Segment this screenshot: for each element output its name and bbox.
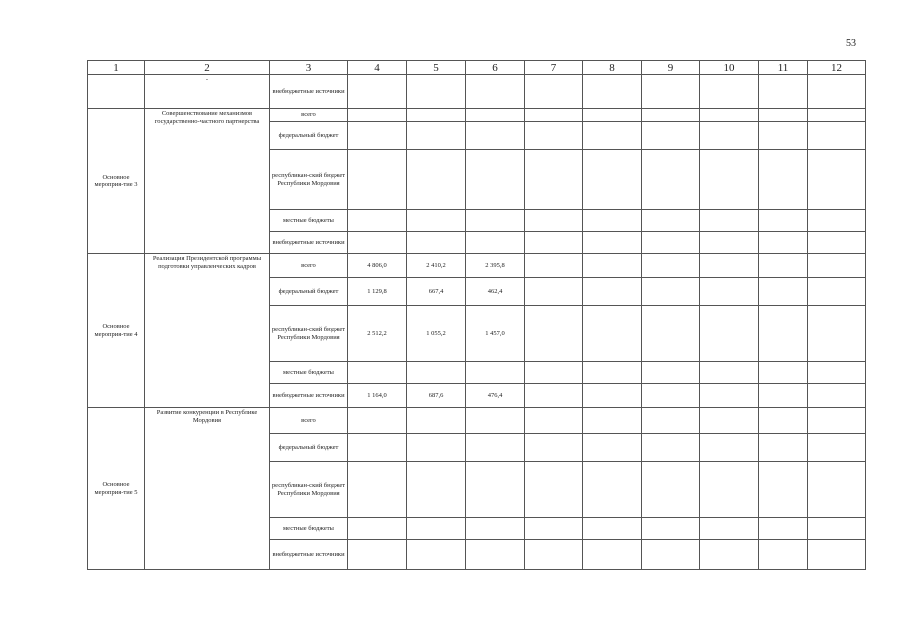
source-cell: федеральный бюджет [270, 122, 348, 150]
cell [583, 278, 642, 306]
cell [808, 462, 866, 518]
table-row [88, 109, 866, 122]
value-cell: 1 164,0 [348, 384, 407, 408]
col-header: 11 [759, 61, 808, 75]
cell [700, 232, 759, 254]
value-cell [466, 540, 525, 570]
value-cell [348, 434, 407, 462]
cell [583, 408, 642, 434]
cell [642, 232, 700, 254]
value-cell [466, 462, 525, 518]
cell [808, 434, 866, 462]
cell [700, 540, 759, 570]
source-cell: местные бюджеты [270, 362, 348, 384]
cell [759, 75, 808, 109]
cell [808, 210, 866, 232]
cell [808, 518, 866, 540]
cell [808, 232, 866, 254]
event-name-cell: Совершенствование механизмов государственно-частного партнерства [145, 109, 270, 254]
cell [525, 306, 583, 362]
value-cell [348, 150, 407, 210]
cell [583, 75, 642, 109]
value-cell [407, 518, 466, 540]
source-cell: всего [270, 408, 348, 434]
value-cell [407, 540, 466, 570]
value-cell [348, 362, 407, 384]
value-cell: 1 457,0 [466, 306, 525, 362]
value-cell: 687,6 [407, 384, 466, 408]
source-cell: федеральный бюджет [270, 434, 348, 462]
cell [525, 540, 583, 570]
cell [642, 109, 700, 122]
cell [700, 384, 759, 408]
value-cell [466, 232, 525, 254]
value-cell [466, 109, 525, 122]
value-cell [407, 210, 466, 232]
cell [759, 122, 808, 150]
cell [759, 462, 808, 518]
cell [525, 408, 583, 434]
source-cell: республикан-ский бюджет Республики Мордовия [270, 306, 348, 362]
cell [642, 384, 700, 408]
cell [466, 75, 525, 109]
value-cell [407, 109, 466, 122]
event-cell: Основное мероприя-тие 3 [88, 109, 145, 254]
cell [808, 408, 866, 434]
cell [700, 462, 759, 518]
col-header: 5 [407, 61, 466, 75]
col-header: 1 [88, 61, 145, 75]
value-cell [348, 122, 407, 150]
cell [525, 362, 583, 384]
value-cell: 2 410,2 [407, 254, 466, 278]
cell [525, 434, 583, 462]
col-header: 6 [466, 61, 525, 75]
event-cell: Основное мероприя-тие 5 [88, 408, 145, 570]
cell [348, 75, 407, 109]
value-cell [466, 408, 525, 434]
cell [583, 518, 642, 540]
cell [759, 384, 808, 408]
value-cell [348, 232, 407, 254]
value-cell [466, 362, 525, 384]
cell [808, 540, 866, 570]
groups-body [88, 109, 866, 570]
cell [808, 150, 866, 210]
cell [525, 75, 583, 109]
value-cell: 476,4 [466, 384, 525, 408]
col-header: 8 [583, 61, 642, 75]
value-cell [466, 150, 525, 210]
cell [583, 384, 642, 408]
cell [759, 278, 808, 306]
cell [525, 210, 583, 232]
value-cell [407, 362, 466, 384]
table-row [88, 75, 866, 109]
value-cell [348, 408, 407, 434]
cell [583, 232, 642, 254]
cell [525, 518, 583, 540]
event-name-cell: Развитие конкуренции в Республике Мордовия [145, 408, 270, 570]
source-cell: внебюджетные источники [270, 75, 348, 109]
budget-table [87, 60, 866, 570]
cell [700, 434, 759, 462]
cell [642, 150, 700, 210]
cell [700, 254, 759, 278]
value-cell: 462,4 [466, 278, 525, 306]
cell [525, 278, 583, 306]
cell: - [145, 75, 270, 109]
cell [583, 210, 642, 232]
cell [88, 75, 145, 109]
cell [808, 109, 866, 122]
cell [808, 122, 866, 150]
cell [642, 254, 700, 278]
col-header: 7 [525, 61, 583, 75]
cell [642, 518, 700, 540]
cell [525, 384, 583, 408]
cell [642, 122, 700, 150]
value-cell [348, 540, 407, 570]
cell [583, 109, 642, 122]
cell [759, 362, 808, 384]
col-header: 10 [700, 61, 759, 75]
cell [525, 232, 583, 254]
cell [583, 362, 642, 384]
source-cell: внебюджетные источники [270, 540, 348, 570]
col-header: 3 [270, 61, 348, 75]
cell [759, 150, 808, 210]
cell [583, 254, 642, 278]
source-cell: внебюджетные источники [270, 232, 348, 254]
value-cell [348, 210, 407, 232]
event-cell: Основное мероприя-тие 4 [88, 254, 145, 408]
source-cell: республикан-ский бюджет Республики Мордовия [270, 150, 348, 210]
cell [583, 150, 642, 210]
value-cell: 1 129,8 [348, 278, 407, 306]
cell [642, 540, 700, 570]
cell [642, 278, 700, 306]
value-cell [407, 150, 466, 210]
cell [525, 254, 583, 278]
value-cell [466, 122, 525, 150]
cell [759, 434, 808, 462]
cell [759, 518, 808, 540]
value-cell [466, 518, 525, 540]
cell [700, 150, 759, 210]
cell [808, 278, 866, 306]
table-row [88, 254, 866, 278]
source-cell: всего [270, 254, 348, 278]
source-cell: местные бюджеты [270, 210, 348, 232]
value-cell [407, 232, 466, 254]
cell [642, 210, 700, 232]
col-header: 9 [642, 61, 700, 75]
value-cell [407, 408, 466, 434]
cell [759, 109, 808, 122]
value-cell [466, 434, 525, 462]
value-cell: 2 512,2 [348, 306, 407, 362]
cell [700, 518, 759, 540]
cell [700, 278, 759, 306]
cell [700, 122, 759, 150]
source-cell: федеральный бюджет [270, 278, 348, 306]
cell [583, 306, 642, 362]
cell [642, 462, 700, 518]
cell [808, 254, 866, 278]
value-cell: 2 395,8 [466, 254, 525, 278]
cell [407, 75, 466, 109]
cell [759, 408, 808, 434]
cell [583, 434, 642, 462]
cell [700, 362, 759, 384]
cell [700, 75, 759, 109]
col-header: 4 [348, 61, 407, 75]
table-row [88, 408, 866, 434]
page-number: 53 [846, 38, 856, 49]
cell [583, 462, 642, 518]
cell [525, 150, 583, 210]
source-cell: внебюджетные источники [270, 384, 348, 408]
cell [583, 540, 642, 570]
value-cell [407, 462, 466, 518]
value-cell [407, 434, 466, 462]
cell [642, 75, 700, 109]
cell [583, 122, 642, 150]
cell [642, 362, 700, 384]
cell [808, 75, 866, 109]
cell [525, 462, 583, 518]
cell [700, 210, 759, 232]
col-header: 2 [145, 61, 270, 75]
cell [759, 306, 808, 362]
value-cell: 4 806,0 [348, 254, 407, 278]
cell [700, 306, 759, 362]
value-cell [348, 462, 407, 518]
source-cell: местные бюджеты [270, 518, 348, 540]
event-name-cell: Реализация Президентской программы подготовки управленческих кадров [145, 254, 270, 408]
source-cell: республикан-ский бюджет Республики Мордовия [270, 462, 348, 518]
cell [759, 210, 808, 232]
cell [808, 384, 866, 408]
cell [759, 232, 808, 254]
col-header: 12 [808, 61, 866, 75]
cell [759, 254, 808, 278]
value-cell [348, 109, 407, 122]
cell [808, 362, 866, 384]
cell [642, 434, 700, 462]
cell [700, 408, 759, 434]
source-cell: всего [270, 109, 348, 122]
cell [808, 306, 866, 362]
value-cell: 667,4 [407, 278, 466, 306]
value-cell [466, 210, 525, 232]
cell [700, 109, 759, 122]
value-cell: 1 055,2 [407, 306, 466, 362]
cell [759, 540, 808, 570]
value-cell [407, 122, 466, 150]
cell [525, 122, 583, 150]
cell [642, 408, 700, 434]
cell [525, 109, 583, 122]
cell [642, 306, 700, 362]
value-cell [348, 518, 407, 540]
column-number-row [88, 61, 866, 75]
